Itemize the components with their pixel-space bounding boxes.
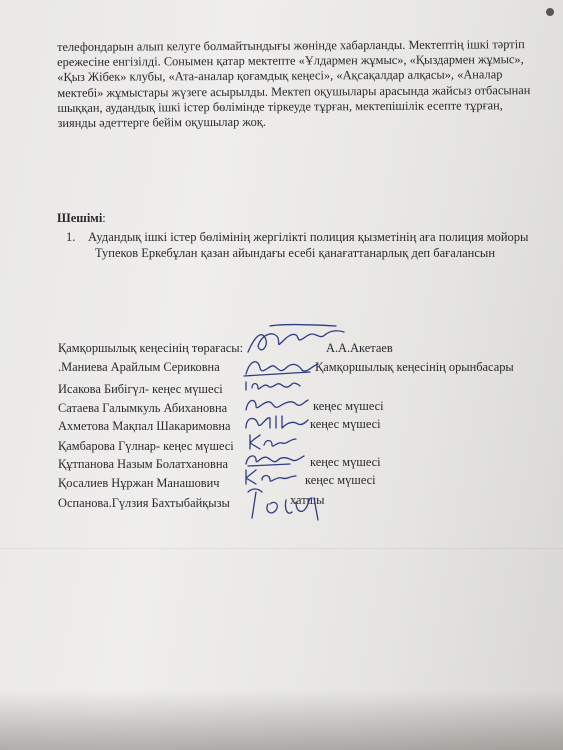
paragraph-line: телефондарын алып келуге болмайтындығы жөнінде хабарланды. Мектептің ішкі тәртіп	[57, 37, 525, 54]
page-fold	[0, 548, 563, 549]
signatory-name: Сатаева Галымкуль Абихановна	[58, 401, 228, 415]
signatory-role: хатшы	[290, 493, 325, 507]
decision-heading	[57, 211, 106, 226]
signatory-name: Құтпанова Назым Болатхановна	[58, 457, 228, 471]
signatory-row	[58, 417, 381, 434]
hole-punch-mark	[546, 8, 554, 16]
signatory-role: кеңес мүшесі	[313, 399, 384, 413]
paragraph-line: шыққан, аудандық ішкі істер бөлімінде тіркеуде тұрған, мектепішілік есепте тұрған,	[57, 98, 503, 115]
signatory-role: кеңес мүшесі	[305, 473, 376, 487]
photo-shadow	[0, 690, 563, 750]
decision-title-text: Шешімі	[57, 211, 103, 225]
decision-item-line	[66, 230, 528, 246]
signatory-name: Исакова Бибігүл- кеңес мүшесі	[58, 382, 223, 396]
decision-item-line: Тупеков Еркебұлан қазан айындағы есебі қанағаттанарлық деп бағалансын	[95, 245, 496, 260]
signatory-row	[58, 360, 514, 375]
signatory-row	[58, 493, 325, 511]
paragraph-line: мектебі» жұмыстары жүзеге асырылды. Мектеп оқушылары арасында жайсыз отбасынан	[57, 82, 531, 100]
signatory-row	[58, 439, 234, 454]
signatory-name: Қосалиев Нұржан Манашович	[58, 476, 220, 490]
signature-ospanova	[238, 484, 324, 524]
signatory-name: Ахметова Мақпал Шакаримовна	[58, 419, 231, 433]
paragraph-line: ережесіне енгізілді. Сонымен қатар мектепте «Ұлдармен жұмыс», «Қыздармен жұмыс»,	[57, 52, 524, 70]
signatory-name: Қамқоршылық кеңесінің төрағасы:	[58, 341, 244, 355]
decision-item	[66, 230, 528, 261]
decision-title-colon: :	[102, 211, 106, 225]
decision-item-number: 1.	[66, 230, 76, 244]
signatory-row	[58, 399, 384, 416]
signatory-row	[58, 341, 393, 356]
body-paragraph	[57, 37, 558, 131]
signatory-name: .Маниева Арайлым Сериковна	[58, 360, 220, 374]
signatory-name: Қамбарова Гүлнар- кеңес мүшесі	[58, 439, 234, 453]
signatory-row	[58, 473, 376, 491]
signatory-name: Оспанова.Гүлзия Бахтыбайқызы	[58, 496, 230, 510]
paragraph-line: зиянды әдеттерге бейім оқушылар жоқ.	[57, 114, 266, 131]
signatory-role: Қамқоршылық кеңесінің орынбасары	[315, 360, 514, 374]
signatory-role: кеңес мүшесі	[310, 417, 381, 431]
signatory-row	[58, 382, 223, 397]
decision-item-text: Аудандық ішкі істер бөлімінің жергілікті полиция қызметінің аға полиция мойоры	[88, 230, 529, 244]
signatory-row	[58, 455, 381, 472]
paragraph-line: «Қыз Жібек» клубы, «Ата-аналар қоғамдық кеңесі», «Ақсақалдар алқасы», «Аналар	[57, 67, 503, 85]
signatory-role: кеңес мүшесі	[310, 455, 381, 469]
signatory-role: А.А.Акетаев	[326, 341, 393, 355]
